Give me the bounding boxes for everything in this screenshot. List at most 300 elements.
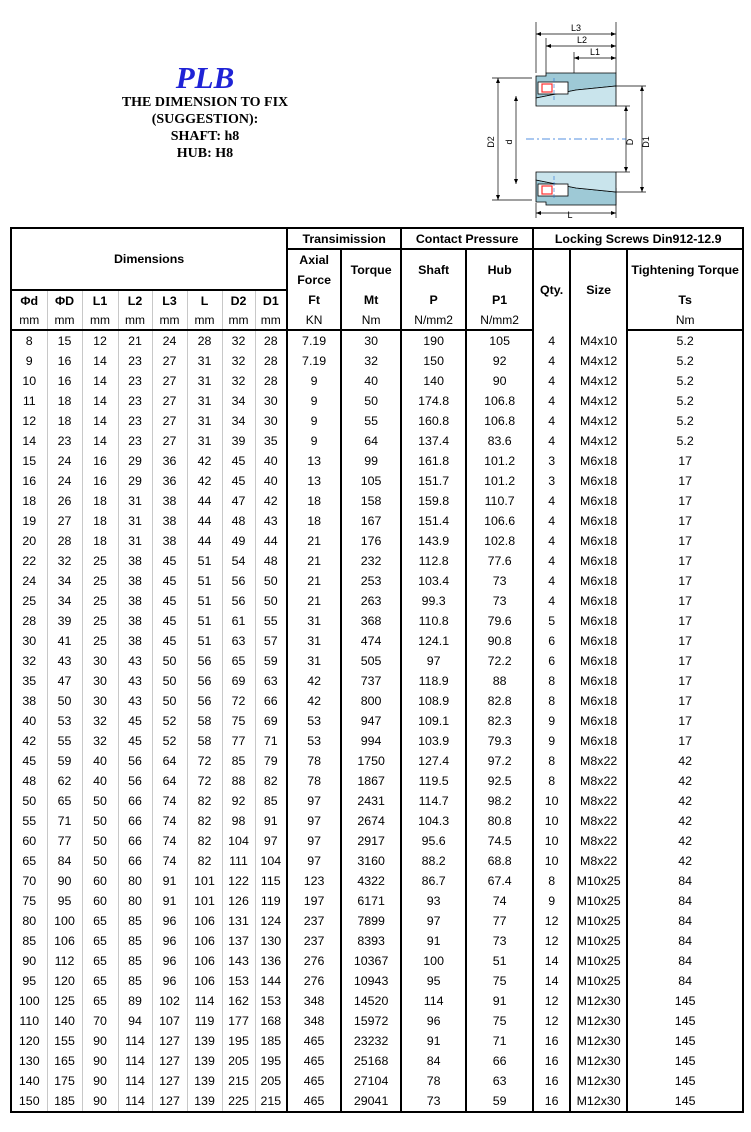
table-cell: 114	[118, 1091, 152, 1112]
table-cell: 139	[187, 1091, 222, 1112]
table-cell: 32	[222, 330, 255, 351]
table-cell: 18	[11, 491, 47, 511]
table-cell: 65	[11, 851, 47, 871]
table-cell: 55	[47, 731, 82, 751]
table-cell: 9	[533, 891, 570, 911]
table-cell: 215	[255, 1091, 287, 1112]
table-cell: 130	[11, 1051, 47, 1071]
table-cell: 71	[255, 731, 287, 751]
table-cell: 24	[47, 451, 82, 471]
table-cell: 126	[222, 891, 255, 911]
table-cell: 92	[222, 791, 255, 811]
table-cell: 31	[287, 631, 341, 651]
table-cell: 28	[11, 611, 47, 631]
table-cell: 21	[287, 571, 341, 591]
table-cell: 45	[222, 471, 255, 491]
table-cell: 74	[152, 811, 187, 831]
table-cell: 104.3	[401, 811, 466, 831]
table-cell: 13	[287, 471, 341, 491]
table-row	[11, 831, 743, 851]
table-cell: 82	[255, 771, 287, 791]
table-cell: 50	[82, 791, 118, 811]
table-cell: 4	[533, 351, 570, 371]
table-cell: 31	[118, 491, 152, 511]
table-cell: 97	[287, 831, 341, 851]
table-cell: 505	[341, 651, 401, 671]
table-cell: 84	[627, 911, 743, 931]
table-cell: 30	[11, 631, 47, 651]
table-cell: 119	[255, 891, 287, 911]
table-cell: 139	[187, 1031, 222, 1051]
table-cell: 10	[533, 811, 570, 831]
table-cell: 86.7	[401, 871, 466, 891]
unit-cell: mm	[11, 310, 47, 330]
table-cell: 137.4	[401, 431, 466, 451]
unit-cell: mm	[222, 310, 255, 330]
table-cell: 35	[11, 671, 47, 691]
table-cell: 800	[341, 691, 401, 711]
unit-cell: mm	[255, 310, 287, 330]
table-cell: 34	[47, 571, 82, 591]
table-cell: 77.6	[466, 551, 533, 571]
table-cell: 145	[627, 991, 743, 1011]
table-cell: 155	[47, 1031, 82, 1051]
table-cell: 137	[222, 931, 255, 951]
table-cell: 91	[152, 871, 187, 891]
table-cell: M4x12	[570, 411, 627, 431]
table-cell: 31	[187, 411, 222, 431]
table-cell: 42	[627, 751, 743, 771]
table-cell: 80	[118, 871, 152, 891]
table-cell: 60	[11, 831, 47, 851]
table-cell: 29041	[341, 1091, 401, 1112]
table-cell: 42	[11, 731, 47, 751]
table-cell: 5.2	[627, 371, 743, 391]
table-cell: 32	[47, 551, 82, 571]
table-cell: 14	[11, 431, 47, 451]
table-cell: 4	[533, 491, 570, 511]
table-cell: 43	[118, 651, 152, 671]
table-cell: 31	[287, 651, 341, 671]
table-cell: 130	[255, 931, 287, 951]
table-cell: 54	[222, 551, 255, 571]
spec-line-1: THE DIMENSION TO FIX	[121, 95, 289, 110]
table-cell: 1750	[341, 751, 401, 771]
label-d1: D1	[641, 136, 651, 148]
table-cell: 145	[627, 1051, 743, 1071]
table-cell: 123	[287, 871, 341, 891]
table-cell: 38	[152, 511, 187, 531]
table-cell: 90	[82, 1031, 118, 1051]
table-cell: 52	[152, 731, 187, 751]
table-cell: 106	[187, 931, 222, 951]
table-cell: 17	[627, 591, 743, 611]
table-cell: 9	[533, 731, 570, 751]
dimension-table	[10, 227, 744, 1113]
table-cell: 12	[533, 911, 570, 931]
table-cell: 177	[222, 1011, 255, 1031]
table-cell: 42	[627, 791, 743, 811]
table-cell: M4x12	[570, 351, 627, 371]
table-cell: 82	[187, 811, 222, 831]
table-cell: M12x30	[570, 1091, 627, 1112]
contact-pressure-header: Contact Pressure	[401, 228, 533, 249]
table-cell: 77	[47, 831, 82, 851]
table-cell: 225	[222, 1091, 255, 1112]
table-cell: 18	[287, 491, 341, 511]
table-cell: M6x18	[570, 451, 627, 471]
table-cell: 98	[222, 811, 255, 831]
table-cell: M12x30	[570, 991, 627, 1011]
table-cell: 84	[47, 851, 82, 871]
table-cell: 253	[341, 571, 401, 591]
table-cell: 100	[401, 951, 466, 971]
table-cell: 23	[118, 351, 152, 371]
table-cell: 50	[82, 851, 118, 871]
table-cell: 73	[401, 1091, 466, 1112]
table-cell: 75	[466, 1011, 533, 1031]
table-cell: 47	[47, 671, 82, 691]
label-l3: L3	[570, 23, 582, 33]
table-cell: 6	[533, 651, 570, 671]
table-cell: 96	[152, 971, 187, 991]
table-cell: M12x30	[570, 1031, 627, 1051]
table-cell: 115	[255, 871, 287, 891]
table-cell: 119	[187, 1011, 222, 1031]
table-cell: 56	[187, 671, 222, 691]
table-row	[11, 871, 743, 891]
table-cell: 42	[187, 451, 222, 471]
table-cell: 85	[118, 951, 152, 971]
table-cell: 64	[152, 751, 187, 771]
table-cell: 107	[152, 1011, 187, 1031]
table-cell: 90	[82, 1071, 118, 1091]
table-cell: 16	[47, 371, 82, 391]
table-cell: 17	[627, 711, 743, 731]
table-cell: 97.2	[466, 751, 533, 771]
table-row	[11, 451, 743, 471]
table-cell: 16	[533, 1091, 570, 1112]
symbol-cell: L	[187, 290, 222, 310]
table-row	[11, 531, 743, 551]
table-cell: 52	[152, 711, 187, 731]
table-cell: 84	[401, 1051, 466, 1071]
table-cell: 14	[533, 971, 570, 991]
table-row	[11, 991, 743, 1011]
table-cell: 42	[627, 831, 743, 851]
table-row	[11, 1031, 743, 1051]
table-cell: 110	[11, 1011, 47, 1031]
table-cell: 105	[341, 471, 401, 491]
table-cell: 16	[533, 1031, 570, 1051]
table-row	[11, 551, 743, 571]
table-cell: 140	[401, 371, 466, 391]
table-cell: 24	[11, 571, 47, 591]
table-cell: 28	[187, 330, 222, 351]
table-cell: M6x18	[570, 551, 627, 571]
table-cell: 9	[287, 431, 341, 451]
table-row	[11, 391, 743, 411]
table-cell: M10x25	[570, 871, 627, 891]
table-cell: 17	[627, 651, 743, 671]
table-cell: 21	[287, 591, 341, 611]
table-cell: 10	[533, 791, 570, 811]
table-cell: 4322	[341, 871, 401, 891]
table-cell: 72	[187, 751, 222, 771]
table-cell: 30	[82, 651, 118, 671]
table-cell: 18	[82, 531, 118, 551]
table-cell: M10x25	[570, 931, 627, 951]
table-cell: 96	[152, 931, 187, 951]
table-cell: 29	[118, 451, 152, 471]
table-cell: 85	[118, 911, 152, 931]
title-block	[90, 62, 320, 162]
table-cell: 110.8	[401, 611, 466, 631]
table-cell: 15	[11, 451, 47, 471]
table-cell: 39	[222, 431, 255, 451]
table-cell: M8x22	[570, 791, 627, 811]
table-cell: 43	[118, 691, 152, 711]
table-cell: 98.2	[466, 791, 533, 811]
table-row	[11, 611, 743, 631]
table-cell: 34	[47, 591, 82, 611]
table-cell: 30	[82, 691, 118, 711]
table-cell: 4	[533, 571, 570, 591]
table-cell: 120	[47, 971, 82, 991]
table-cell: 104	[255, 851, 287, 871]
table-cell: M10x25	[570, 891, 627, 911]
table-cell: 17	[627, 611, 743, 631]
table-cell: 12	[533, 991, 570, 1011]
table-cell: 12	[11, 411, 47, 431]
symbol-cell: L3	[152, 290, 187, 310]
table-cell: 66	[255, 691, 287, 711]
table-cell: 18	[47, 391, 82, 411]
table-cell: 14	[82, 391, 118, 411]
table-cell: 80	[118, 891, 152, 911]
table-cell: 8	[11, 330, 47, 351]
table-cell: 348	[287, 1011, 341, 1031]
table-cell: 49	[222, 531, 255, 551]
table-cell: 77	[222, 731, 255, 751]
table-cell: 106.8	[466, 391, 533, 411]
locking-assembly-drawing	[476, 18, 686, 224]
table-cell: 58	[187, 711, 222, 731]
table-cell: 14	[82, 411, 118, 431]
table-cell: 65	[222, 651, 255, 671]
table-cell: 91	[401, 1031, 466, 1051]
table-cell: 9	[11, 351, 47, 371]
table-cell: 17	[627, 731, 743, 751]
table-cell: M6x18	[570, 731, 627, 751]
table-cell: 79.3	[466, 731, 533, 751]
table-cell: 174.8	[401, 391, 466, 411]
table-cell: 34	[222, 391, 255, 411]
table-row	[11, 671, 743, 691]
table-cell: 26	[47, 491, 82, 511]
table-cell: 4	[533, 411, 570, 431]
table-cell: 25	[82, 571, 118, 591]
table-cell: 18	[82, 491, 118, 511]
table-cell: 82.8	[466, 691, 533, 711]
table-cell: 145	[627, 1091, 743, 1112]
table-cell: 97	[255, 831, 287, 851]
table-cell: 65	[82, 991, 118, 1011]
table-cell: 50	[152, 691, 187, 711]
table-cell: 114.7	[401, 791, 466, 811]
table-cell: 162	[222, 991, 255, 1011]
table-cell: 127	[152, 1071, 187, 1091]
table-row	[11, 571, 743, 591]
table-cell: 7899	[341, 911, 401, 931]
table-cell: 32	[222, 371, 255, 391]
table-cell: 95	[401, 971, 466, 991]
table-cell: M6x18	[570, 471, 627, 491]
table-cell: 17	[627, 451, 743, 471]
table-cell: 51	[187, 571, 222, 591]
table-cell: 82	[187, 831, 222, 851]
table-cell: 9	[287, 411, 341, 431]
table-cell: 106.8	[466, 411, 533, 431]
table-cell: 7.19	[287, 330, 341, 351]
table-cell: 30	[341, 330, 401, 351]
table-cell: 88.2	[401, 851, 466, 871]
table-cell: 14	[82, 351, 118, 371]
table-cell: 40	[255, 451, 287, 471]
label-small-d: d	[504, 139, 514, 145]
table-cell: 38	[118, 631, 152, 651]
table-cell: 50	[255, 571, 287, 591]
table-row	[11, 591, 743, 611]
table-row	[11, 931, 743, 951]
symbol-cell: D1	[255, 290, 287, 310]
table-cell: 55	[255, 611, 287, 631]
table-row	[11, 491, 743, 511]
table-cell: 5.2	[627, 351, 743, 371]
table-cell: 64	[341, 431, 401, 451]
table-cell: 2674	[341, 811, 401, 831]
table-cell: 23	[47, 431, 82, 451]
table-cell: 17	[627, 511, 743, 531]
table-cell: 348	[287, 991, 341, 1011]
table-cell: 111	[222, 851, 255, 871]
table-cell: 27	[152, 411, 187, 431]
table-cell: 9	[533, 711, 570, 731]
table-cell: 136	[255, 951, 287, 971]
table-cell: 2917	[341, 831, 401, 851]
table-cell: 31	[118, 531, 152, 551]
table-cell: 70	[82, 1011, 118, 1031]
table-cell: 63	[222, 631, 255, 651]
table-cell: 176	[341, 531, 401, 551]
table-cell: 23232	[341, 1031, 401, 1051]
table-cell: 106	[187, 971, 222, 991]
table-cell: 90.8	[466, 631, 533, 651]
table-cell: 232	[341, 551, 401, 571]
table-cell: 127	[152, 1051, 187, 1071]
table-cell: 15	[47, 330, 82, 351]
unit-cell: mm	[118, 310, 152, 330]
table-cell: M6x18	[570, 651, 627, 671]
table-cell: M8x22	[570, 771, 627, 791]
table-cell: 114	[118, 1071, 152, 1091]
table-cell: 38	[118, 611, 152, 631]
table-cell: 143	[222, 951, 255, 971]
table-cell: 197	[287, 891, 341, 911]
spec-line-4: HUB: H8	[176, 146, 234, 161]
table-cell: 143.9	[401, 531, 466, 551]
table-cell: 22	[11, 551, 47, 571]
table-cell: 205	[222, 1051, 255, 1071]
table-cell: 4	[533, 551, 570, 571]
table-cell: 150	[401, 351, 466, 371]
torque-header: Torque	[341, 249, 401, 290]
table-cell: 51	[187, 591, 222, 611]
table-cell: 4	[533, 330, 570, 351]
table-cell: 92	[466, 351, 533, 371]
table-cell: 112.8	[401, 551, 466, 571]
table-cell: 45	[152, 631, 187, 651]
table-cell: 85	[118, 971, 152, 991]
table-row	[11, 851, 743, 871]
table-cell: 60	[82, 871, 118, 891]
table-cell: 47	[222, 491, 255, 511]
table-cell: 45	[152, 551, 187, 571]
table-cell: 69	[255, 711, 287, 731]
table-cell: 91	[466, 991, 533, 1011]
table-cell: 90	[466, 371, 533, 391]
table-cell: 101.2	[466, 451, 533, 471]
table-cell: 4	[533, 371, 570, 391]
table-cell: 34	[222, 411, 255, 431]
table-cell: 139	[187, 1071, 222, 1091]
table-cell: 27104	[341, 1071, 401, 1091]
table-cell: 56	[222, 591, 255, 611]
table-cell: 45	[152, 571, 187, 591]
table-cell: 19	[11, 511, 47, 531]
table-cell: 16	[533, 1071, 570, 1091]
table-cell: 465	[287, 1071, 341, 1091]
table-cell: 31	[118, 511, 152, 531]
table-cell: 127	[152, 1031, 187, 1051]
table-cell: 42	[287, 671, 341, 691]
table-cell: 2431	[341, 791, 401, 811]
table-cell: 110.7	[466, 491, 533, 511]
table-cell: M6x18	[570, 711, 627, 731]
table-cell: 53	[287, 731, 341, 751]
table-cell: 5.2	[627, 411, 743, 431]
table-cell: 168	[255, 1011, 287, 1031]
table-cell: 31	[187, 351, 222, 371]
table-cell: 84	[627, 951, 743, 971]
table-cell: 97	[287, 811, 341, 831]
table-cell: 31	[187, 371, 222, 391]
table-cell: 10	[533, 831, 570, 851]
unit-cell: N/mm2	[401, 310, 466, 330]
table-cell: 20	[11, 531, 47, 551]
table-cell: 3160	[341, 851, 401, 871]
table-cell: 96	[152, 951, 187, 971]
table-cell: 5.2	[627, 391, 743, 411]
table-cell: 32	[82, 711, 118, 731]
table-row	[11, 971, 743, 991]
symbol-cell: Mt	[341, 290, 401, 310]
table-row	[11, 951, 743, 971]
table-cell: 74	[152, 831, 187, 851]
table-cell: 3	[533, 451, 570, 471]
table-cell: 63	[255, 671, 287, 691]
unit-cell: KN	[287, 310, 341, 330]
